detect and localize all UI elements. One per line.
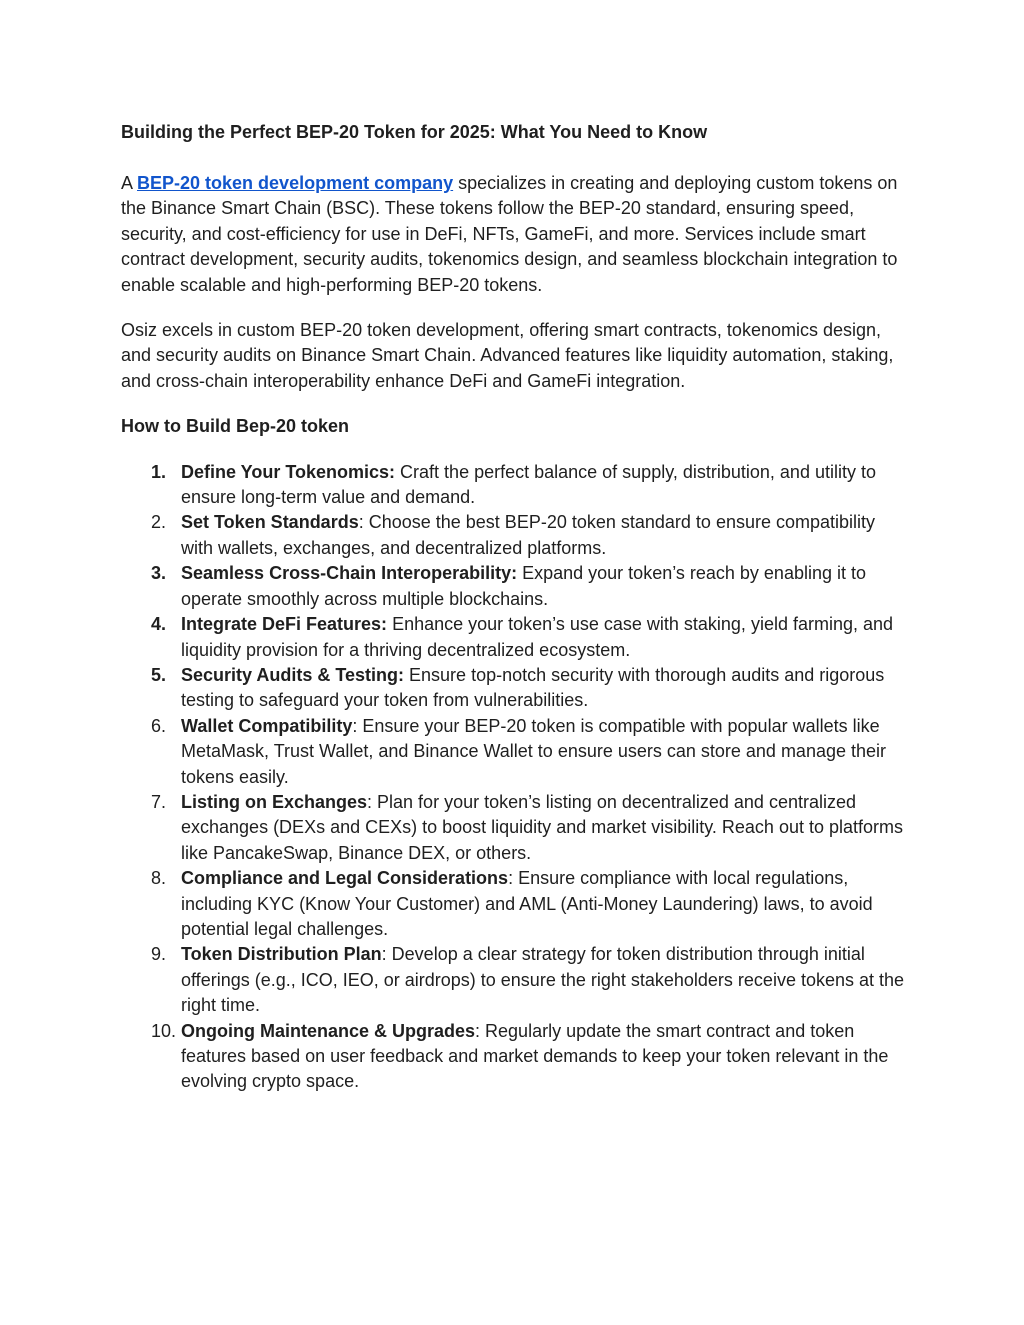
list-term: Wallet Compatibility [181,715,353,736]
list-term: Set Token Standards [181,512,359,533]
intro-body: specializes in creating and deploying custom tokens on the Binance Smart Chain (BSC). These tokens follow the BEP-20 standard, ensuring speed, security, and cost-efficiency for use in DeFi, NFTs, GameFi, and more. Services include smart contract development, security audits, tokenomics design, and seamless blockchain integration to enable scalable and high-performing BEP-20 tokens. [121,173,898,295]
list-term: Listing on Exchanges [181,791,368,812]
list-text: Enhance your token’s use case with staking, yield farming, and liquidity provision for a thriving decentralized ecosystem. [181,614,894,660]
list-term: Define Your Tokenomics: [181,461,396,482]
list-number: 9. [151,944,167,965]
list-term: Security Audits & Testing: [181,664,405,685]
list-item [121,866,911,942]
list-text: : Develop a clear strategy for token distribution through initial offerings (e.g., ICO, IEO, or airdrops) to ensure the right stakeholders receive tokens at the right time. [181,944,905,1016]
list-number: 6. [151,715,167,736]
list-number: 7. [151,791,167,812]
list-term: Ongoing Maintenance & Upgrades [181,1020,476,1041]
intro-prefix: A [121,173,138,193]
list-number: 5. [151,664,167,685]
list-number: 4. [151,614,167,635]
list-item [121,1019,911,1095]
list-item [121,942,911,1018]
list-text: : Ensure your BEP-20 token is compatible with popular wallets like MetaMask, Trust Wallet, and Binance Wallet to ensure users can store and manage their tokens easily. [181,715,887,787]
list-text: Expand your token’s reach by enabling it to operate smoothly across multiple blockchains. [181,563,866,609]
list-item [121,612,911,663]
list-item [121,714,911,790]
steps-list [121,460,911,1095]
list-text: : Plan for your token’s listing on decentralized and centralized exchanges (DEXs and CEXs) to boost liquidity and market visibility. Reach out to platforms like PancakeSwap, Binance DEX, or others. [181,791,903,863]
list-item [121,460,911,511]
document-title: Building the Perfect BEP-20 Token for 2025: What You Need to Know [121,122,708,142]
list-text: Craft the perfect balance of supply, distribution, and utility to ensure long-term value and demand. [181,461,876,508]
list-text: : Choose the best BEP-20 token standard to ensure compatibility with wallets, exchanges, and decentralized platforms. [181,512,876,558]
list-item [121,790,911,866]
list-number: 3. [151,563,167,584]
section-heading: How to Build Bep-20 token [121,416,350,437]
list-text: : Ensure compliance with local regulations, including KYC (Know Your Customer) and AML (Anti-Money Laundering) laws, to avoid potential legal challenges. [181,868,873,939]
list-number: 8. [151,868,167,889]
list-term: Seamless Cross-Chain Interoperability: [181,563,518,584]
list-number: 2. [151,512,167,533]
osiz-paragraph: Osiz excels in custom BEP-20 token development, offering smart contracts, tokenomics design, and security audits on Binance Smart Chain. Advanced features like liquidity automation, staking, and cross-chain interoperability enhance DeFi and GameFi integration. [121,320,894,391]
list-number: 10. [151,1020,177,1041]
intro-paragraph [121,171,911,298]
list-item [121,510,911,561]
document-page [121,120,911,1095]
bep20-development-company-link[interactable]: BEP-20 token development company [137,173,454,193]
list-term: Integrate DeFi Features: [181,614,388,635]
list-item [121,561,911,612]
list-term: Compliance and Legal Considerations [181,868,509,889]
list-number: 1. [151,461,167,482]
list-item [121,663,911,714]
list-term: Token Distribution Plan [181,944,382,965]
list-text: : Regularly update the smart contract and token features based on user feedback and market demands to keep your token relevant in the evolving crypto space. [181,1020,889,1092]
list-text: Ensure top-notch security with thorough audits and rigorous testing to safeguard your token from vulnerabilities. [181,664,885,711]
